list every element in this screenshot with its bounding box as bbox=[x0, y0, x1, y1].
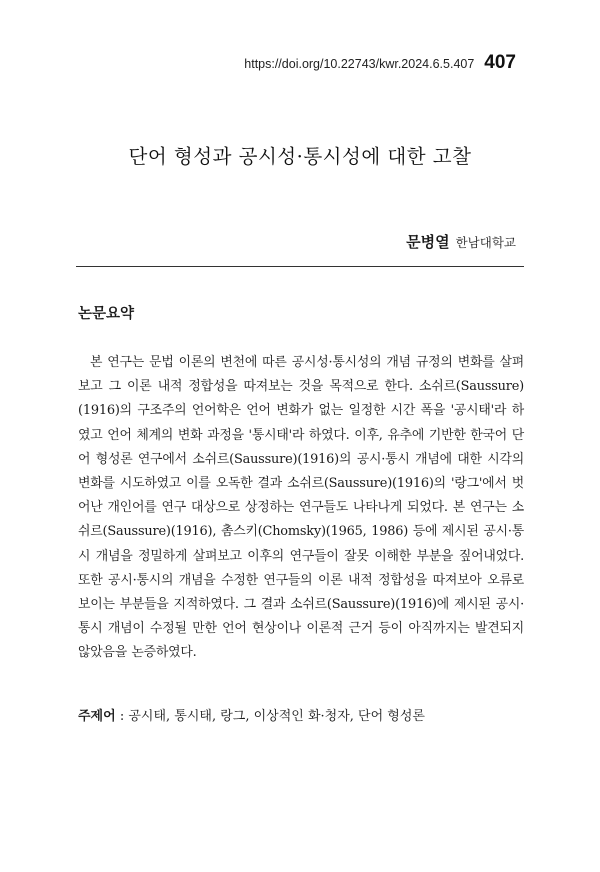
keywords-text: 공시태, 통시태, 랑그, 이상적인 화·청자, 단어 형성론 bbox=[128, 709, 425, 724]
paper-title: 단어 형성과 공시성·통시성에 대한 고찰 bbox=[128, 145, 472, 168]
keywords-separator: : bbox=[119, 709, 125, 724]
keywords-label: 주제어 bbox=[78, 709, 116, 724]
abstract-body: 본 연구는 문법 이론의 변천에 따른 공시성·통시성의 개념 규정의 변화를 살펴보고 그 이론 내적 정합성을 따져보는 것을 목적으로 한다. 소쉬르(Saussure)(1916)의 구조주의 언어학은 언어 변화가 없는 일정한 시간 폭을 '공시태'라 하였고 언어 체계의 변화 과정을 '통시태'라 하였다. 이후, 유추에 기반한 한국어 단어 형성론 연구에서 소쉬르(Saussure)(1916)의 공시·통시 개념에 대한 시각의 변화를 시도하였고 이를 오독한 결과 소쉬르(Saussure)(1916)의 '랑그'에서 벗어난 개인어를 연구 대상으로 상정하는 연구들도 나타나게 되었다. 본 연구는 소쉬르(Saussure)(1916), 촘스키(Chomsky)(1965, 1986) 등에 제시된 공시·통시 개념을 정밀하게 살펴보고 이후의 연구들이 잘못 이해한 부분을 짚어내었다. 또한 공시·통시의 개념을 수정한 연구들의 이론 내적 정합성을 따져보아 오류로 보이는 부분들을 지적하였다. 그 결과 소쉬르(Saussure)(1916)에 제시된 공시·통시 개념이 수정될 만한 언어 현상이나 이론적 근거 등이 아직까지는 발견되지 않았음을 논증하였다. bbox=[78, 355, 524, 661]
author-name: 문병열 bbox=[406, 233, 450, 251]
author-affiliation: 한남대학교 bbox=[455, 235, 516, 250]
keywords-line bbox=[78, 707, 524, 727]
author-line bbox=[406, 231, 516, 252]
title-divider bbox=[76, 266, 524, 267]
page-number: 407 bbox=[484, 52, 516, 73]
doi-link[interactable]: https://doi.org/10.22743/kwr.2024.6.5.407 bbox=[244, 57, 475, 71]
page-header bbox=[244, 52, 516, 74]
abstract-heading: 논문요약 bbox=[78, 306, 135, 322]
